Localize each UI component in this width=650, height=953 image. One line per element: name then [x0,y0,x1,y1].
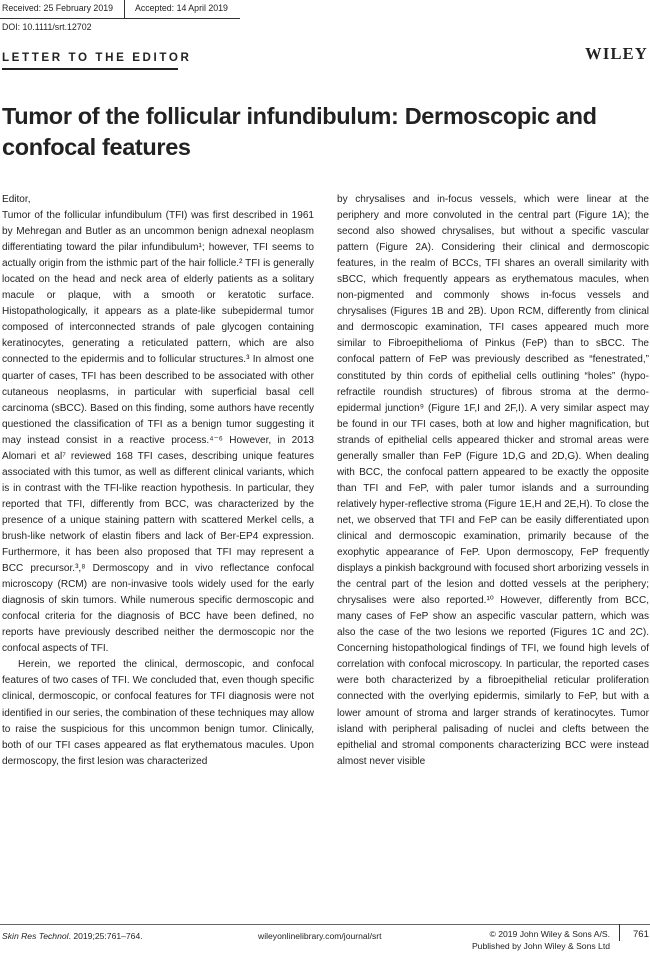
article-dates-bar [0,0,650,19]
journal-url[interactable]: wileyonlinelibrary.com/journal/srt [258,931,382,941]
citation-details: . 2019;25:761–764. [68,931,143,941]
page-number: 761 [633,929,649,940]
copyright: © 2019 John Wiley & Sons A/S. [489,929,610,939]
paragraph-2: Herein, we reported the clinical, dermoscopic, and confocal features of two cases of TFI. We concluded that, even though specific clinical, dermoscopic, or confocal features for TFI diagnosis were not identified in our series, the combination of these techniques may allow to raise the suspicious for this uncommon benign tumor. Clinically, both of our TFI cases appeared as flat erythematous macules. Upon dermoscopy, the first lesion was characterized [2,659,314,767]
section-label: LETTER TO THE EDITOR [2,51,192,64]
received-date: Received: 25 February 2019 [2,3,114,13]
doi[interactable]: DOI: 10.1111/srt.12702 [2,22,92,32]
paragraph-3: by chrysalises and in-focus vessels, which were linear at the periphery and more convoluted in the central part (Figure 1A); the second also showed chrysalises, but without a specific vascular pattern (Figure 2A). Considering their clinical and dermoscopic features, in the realm of BCCs, TFI shares an overall similarity with sBCC, which frequently appears as erythematous macules, when non-pigmented and commonly shows in-focus vessels and chrysalises (Figures 1B and 2B). Upon RCM, differently from clinical and dermoscopic examination, TFI cases appeared much more similar to Fibroepithelioma of Pinkus (FeP) than to sBCC. The confocal pattern of FeP was previously described as “fenestrated,” constituted by thin cords of epithelial cells outlining “holes” (hypo-refractile roundish structures) of fibrous stroma at the dermo-epidermal junction⁹ (Figure 1F,I and 2F,I). A very similar aspect may be found in our TFI cases, both at low and higher magnification, but strands of epithelial cells appeared thicker and stromal areas were generally smaller than FeP (Figure 1D,G and 2D,G). When dealing with BCC, the confocal pattern appeared to be exactly the opposite than TFI and FeP, with paler tumor islands and a surrounding relatively hyper-reflective stroma (Figure 1E,H and 2E,H). To close the net, we observed that TFI and FeP can be easily differentiated upon clinical and dermoscopic examination, primarily because of the exophytic appearance of FeP. Upon dermoscopy, FeP frequently displays a pinkish background with focused short arborizing vessels in the central part of the lesion and dotted vessels at the periphery; chrysalises were also reported.¹⁰ However, differently from BCC, many cases of FeP show an aspecific vascular pattern, which was also the case of the two lesions we reported (Figures 1C and 2C). Concerning histopathological findings of TFI, we found high levels of correlation with confocal microscopy. In particular, the reported cases were both characterized by a fibroepithelial reticular proliferation connected with the overlying epidermis, similarly to FeP, but with a lower amount of stroma and larger strands of keratinocytes. Tumor island with peripheral palisading of nuclei and clefts between the epithelial and stromal components characterizing BCC were instead almost never visible [337,194,649,767]
right-column [337,192,649,770]
published-by: Published by John Wiley & Sons Ltd [471,940,610,951]
journal-name: Skin Res Technol [2,931,69,941]
article-title: Tumor of the follicular infundibulum: Dermoscopic and confocal features [2,103,597,160]
dates-underline [0,18,240,19]
journal-citation [2,931,143,941]
copyright-block [472,929,610,952]
publisher-logo: WILEY [585,44,648,63]
footer-rule [0,924,650,925]
salutation: Editor, [2,194,31,205]
page-divider [619,924,620,941]
accepted-date: Accepted: 14 April 2019 [135,3,228,13]
section-rule [2,68,178,70]
dates-divider [124,0,125,19]
left-column [2,192,314,770]
paragraph-1: Tumor of the follicular infundibulum (TFI) was first described in 1961 by Mehregan and Butler as an uncommon benign adnexal neoplasm differentiating toward the pilar infundibulum¹; however, TFI seems to actually origin from the isthmic part of the hair follicle.² TFI is generally located on the head and neck area of elderly patients as a solitary macule or plaque, with a smooth or keratotic surface. Histopathologically, it appears as a plate-like subepidermal tumor composed of interconnected strands of pale glycogen containing keratinocytes, generating a reticulated pattern, which are also connected to the epidermis and to follicular structures.³ In almost one quarter of cases, TFI has been described to be associated with other cutaneous neoplasms, in particular with superficial basal cell carcinoma (sBCC). Based on this finding, some authors have recently questioned the classification of TFI as a benign tumor suggesting it may instead consist in a reactive process.⁴⁻⁶ However, in 2013 Alomari et al⁷ reviewed 168 TFI cases, describing unique features associated with this tumor, as well as different clinical variants, which is in contrast with the TFI-like reaction hypothesis. In particular, they reported that TFI, differently from BCC, was characterized by the presence of a unique staining pattern with scattered Merkel cells, a brush-like network of elastin fibers and lack of Ber-EP4 expression. Furthermore, it has been also proposed that TFI may represent a BCC precursor.³,⁸ Dermoscopy and in vivo reflectance confocal microscopy (RCM) are non-invasive tools widely used for the early diagnosis of skin tumors. While numerous specific dermoscopic and confocal criteria for the diagnosis of BCC have been defined, no reports have previously described neither the dermoscopic nor the confocal aspects of TFI. [2,210,314,655]
